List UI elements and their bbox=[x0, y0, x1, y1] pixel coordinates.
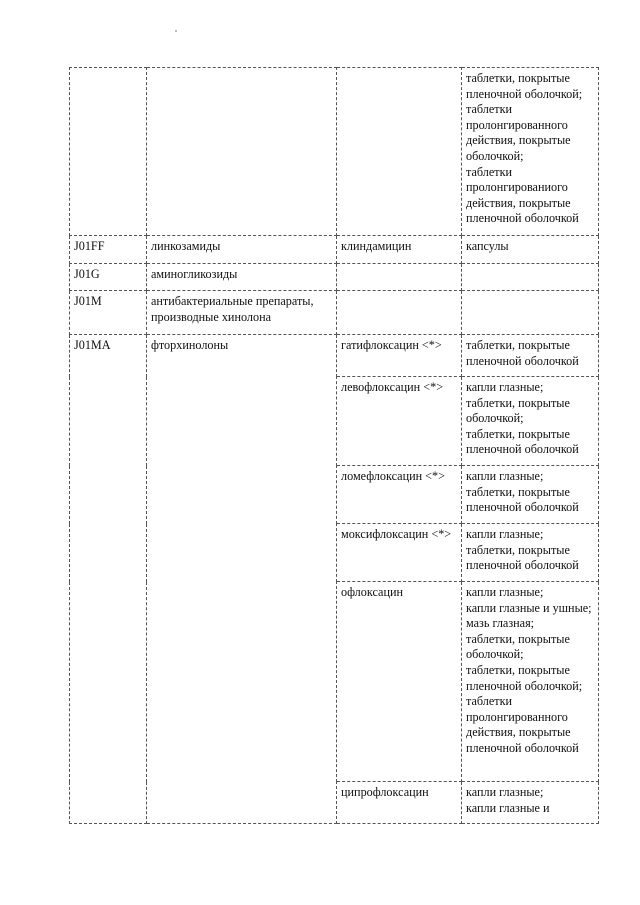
dosage-form-cell bbox=[462, 524, 599, 582]
table-row-continuation bbox=[70, 68, 599, 236]
atc-code-cell: J01G bbox=[70, 264, 147, 291]
drug-table bbox=[69, 67, 599, 824]
dosage-form-cell bbox=[462, 335, 599, 377]
dosage-form-text: капли глазные; таблетки, покрытые пленочной оболочкой bbox=[466, 527, 579, 573]
group-cell bbox=[147, 68, 337, 236]
dosage-form-text: капли глазные; таблетки, покрытые оболочкой; таблетки, покрытые пленочной оболочкой bbox=[466, 380, 579, 457]
table-row-j01m bbox=[70, 291, 599, 335]
dosage-form-cell bbox=[462, 291, 599, 335]
group-cell: антибактериальные препараты, производные хинолона bbox=[147, 291, 337, 335]
dosage-form-text: капли глазные; капли глазные и bbox=[466, 785, 550, 815]
drug-name-cell: левофлоксацин <*> bbox=[337, 377, 462, 466]
group-cell: линкозамиды bbox=[147, 236, 337, 264]
atc-code-cell: J01FF bbox=[70, 236, 147, 264]
group-cell: аминогликозиды bbox=[147, 264, 337, 291]
table-row-j01ff bbox=[70, 236, 599, 264]
atc-code-cell: J01M bbox=[70, 291, 147, 335]
dosage-form-cell bbox=[462, 782, 599, 824]
dosage-form-text: капли глазные; таблетки, покрытые пленочной оболочкой bbox=[466, 469, 579, 515]
dosage-form-cell bbox=[462, 377, 599, 466]
drug-name-cell: моксифлоксацин <*> bbox=[337, 524, 462, 582]
dosage-form-cell bbox=[462, 264, 599, 291]
scan-speck bbox=[175, 30, 177, 32]
dosage-form-cell bbox=[462, 236, 599, 264]
drug-name-cell: офлоксацин bbox=[337, 582, 462, 782]
atc-code-cell bbox=[70, 68, 147, 236]
table-row-j01ma bbox=[70, 335, 599, 377]
drug-name-cell bbox=[337, 291, 462, 335]
table-row-j01g bbox=[70, 264, 599, 291]
drug-name-cell: ципрофлоксацин bbox=[337, 782, 462, 824]
dosage-form-text: таблетки, покрытые пленочной оболочкой bbox=[466, 338, 579, 368]
dosage-form-cell bbox=[462, 466, 599, 524]
group-cell: фторхинолоны bbox=[147, 335, 337, 824]
drug-name-cell: ломефлоксацин <*> bbox=[337, 466, 462, 524]
drug-name-cell bbox=[337, 264, 462, 291]
drug-name-cell bbox=[337, 68, 462, 236]
dosage-form-cell bbox=[462, 68, 599, 236]
dosage-form-text: капсулы bbox=[466, 239, 509, 253]
atc-code-cell: J01MA bbox=[70, 335, 147, 824]
drug-name-cell: клиндамицин bbox=[337, 236, 462, 264]
dosage-form-text: таблетки, покрытые пленочной оболочкой; таблетки пролонгированного действия, покрытые оболочкой; таблетки пролонгированиого действия, покрытые пленочной оболочкой bbox=[466, 71, 583, 226]
dosage-form-text: капли глазные; капли глазные и ушные; мазь глазная; таблетки, покрытые оболочкой; таблетки, покрытые пленочной оболочкой; таблетки пролонгированного действия, покрытые пленочной оболочкой bbox=[466, 585, 592, 755]
drug-name-cell: гатифлоксацин <*> bbox=[337, 335, 462, 377]
dosage-form-cell bbox=[462, 582, 599, 782]
